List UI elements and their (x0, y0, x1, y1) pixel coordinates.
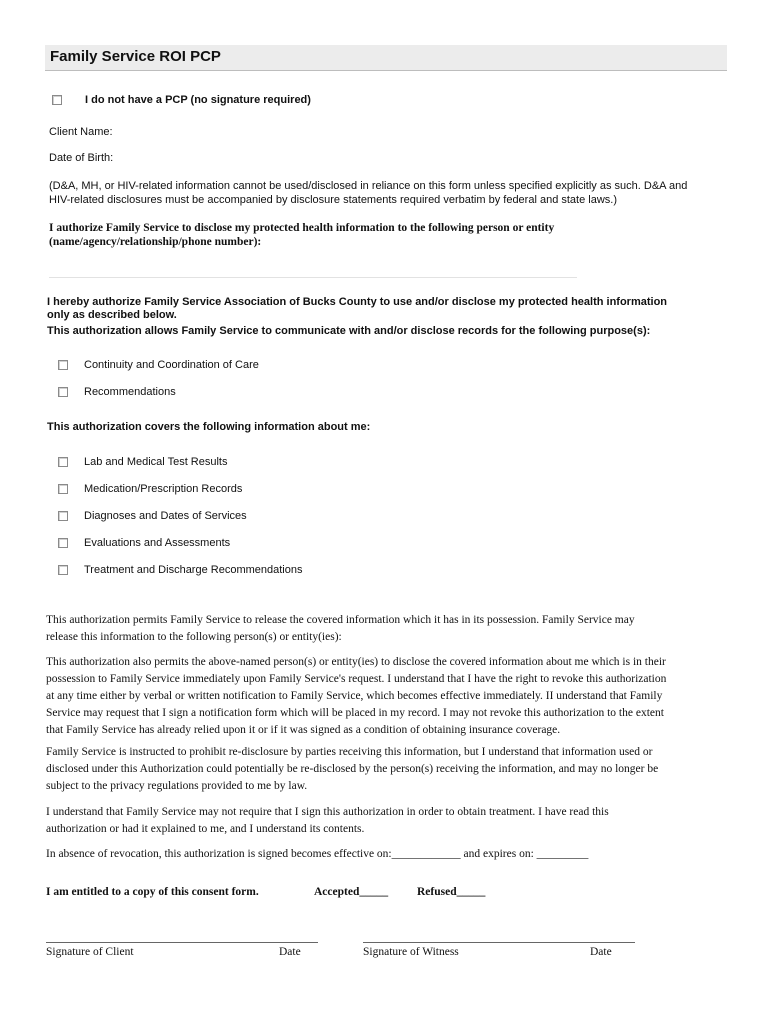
prohibit-redisclosure-paragraph (46, 744, 658, 795)
disclaimer-line-1: (D&A, MH, or HIV-related information cannot be used/disclosed in reliance on this form unless specified explicitly as such. D&A and (49, 180, 688, 192)
paragraph-line: disclosed under this Authorization could potentially be re-disclosed by the person(s) receiving the information, and may no longer be (46, 763, 659, 775)
info-label-treatment: Treatment and Discharge Recommendations (84, 564, 303, 576)
accepted-field[interactable]: Accepted_____ (314, 886, 389, 898)
witness-date-label: Date (590, 946, 612, 958)
paragraph-line: I understand that Family Service may not require that I sign this authorization in order to obtain treatment. I have read this (46, 806, 609, 818)
client-signature-line[interactable] (46, 942, 318, 943)
witness-signature-line[interactable] (363, 942, 635, 943)
hereby-line-1: I hereby authorize Family Service Association of Bucks County to use and/or disclose my protected health information (47, 296, 668, 308)
paragraph-line: subject to the privacy regulations provided to me by law. (46, 780, 308, 792)
paragraph-line: authorization or had it explained to me, and I understand its contents. (46, 823, 365, 835)
paragraph-line: Service may request that I sign a notification form which will be placed in my record. I may not revoke this authorization to the extent (46, 707, 664, 719)
release-paragraph (46, 612, 635, 646)
paragraph-line: This authorization also permits the above-named person(s) or entity(ies) to disclose the covered information about me which is in their (46, 656, 666, 668)
paragraph-line: that Family Service has already relied upon it or if it was signed as a condition of obtaining insurance coverage. (46, 724, 561, 736)
info-label-lab-results: Lab and Medical Test Results (84, 456, 228, 468)
authorize-statement (49, 221, 554, 249)
paragraph-line: Family Service is instructed to prohibit re-disclosure by parties receiving this information, but I understand that information used or (46, 746, 653, 758)
info-label-diagnoses: Diagnoses and Dates of Services (84, 510, 247, 522)
info-checkbox-diagnoses[interactable] (58, 511, 68, 521)
disclaimer (49, 179, 687, 207)
info-checkbox-medication[interactable] (58, 484, 68, 494)
recipient-entry-line[interactable] (49, 277, 577, 278)
form-title: Family Service ROI PCP (50, 48, 221, 65)
disclaimer-line-2: HIV-related disclosures must be accompanied by disclosure statements required verbatim by federal and state laws.) (49, 194, 617, 206)
purpose-checkbox-continuity[interactable] (58, 360, 68, 370)
treatment-paragraph (46, 804, 609, 838)
paragraph-line: possession to Family Service immediately upon Family Service's request. I understand that I have the right to revoke this authorization (46, 673, 667, 685)
copy-consent-label: I am entitled to a copy of this consent form. (46, 886, 259, 898)
no-pcp-label: I do not have a PCP (no signature required) (85, 94, 311, 106)
authorize-line-1: I authorize Family Service to disclose my protected health information to the following person or entity (49, 222, 555, 234)
info-label-evaluations: Evaluations and Assessments (84, 537, 231, 549)
date-of-birth-label: Date of Birth: (49, 152, 114, 164)
client-signature-label: Signature of Client (46, 946, 134, 958)
purpose-heading: This authorization allows Family Service to communicate with and/or disclose records for the following purpose(s): (47, 325, 651, 337)
no-pcp-checkbox[interactable] (52, 95, 62, 105)
release-paragraph-line: This authorization permits Family Service to release the covered information which it has in its possession. Family Service may (46, 614, 635, 626)
info-checkbox-treatment[interactable] (58, 565, 68, 575)
paragraph-line: at any time either by verbal or written notification to Family Service, which becomes effective immediately. II understand that Family (46, 690, 663, 702)
refused-field[interactable]: Refused_____ (417, 886, 486, 898)
release-paragraph-line: release this information to the following person(s) or entity(ies): (46, 631, 342, 643)
purpose-checkbox-recommendations[interactable] (58, 387, 68, 397)
witness-signature-label: Signature of Witness (363, 946, 459, 958)
info-checkbox-evaluations[interactable] (58, 538, 68, 548)
purpose-label-recommendations: Recommendations (84, 386, 176, 398)
info-heading: This authorization covers the following information about me: (47, 421, 371, 433)
redisclosure-permission-paragraph (46, 654, 666, 739)
revocation-dates-line[interactable]: In absence of revocation, this authorization is signed becomes effective on:____________ and expires on: _________ (46, 848, 589, 860)
client-name-label: Client Name: (49, 126, 113, 138)
info-label-medication: Medication/Prescription Records (84, 483, 243, 495)
client-date-label: Date (279, 946, 301, 958)
info-checkbox-lab-results[interactable] (58, 457, 68, 467)
hereby-statement (47, 296, 667, 322)
hereby-line-2: only as described below. (47, 309, 177, 321)
purpose-label-continuity: Continuity and Coordination of Care (84, 359, 259, 371)
authorize-line-2: (name/agency/relationship/phone number): (49, 236, 262, 248)
